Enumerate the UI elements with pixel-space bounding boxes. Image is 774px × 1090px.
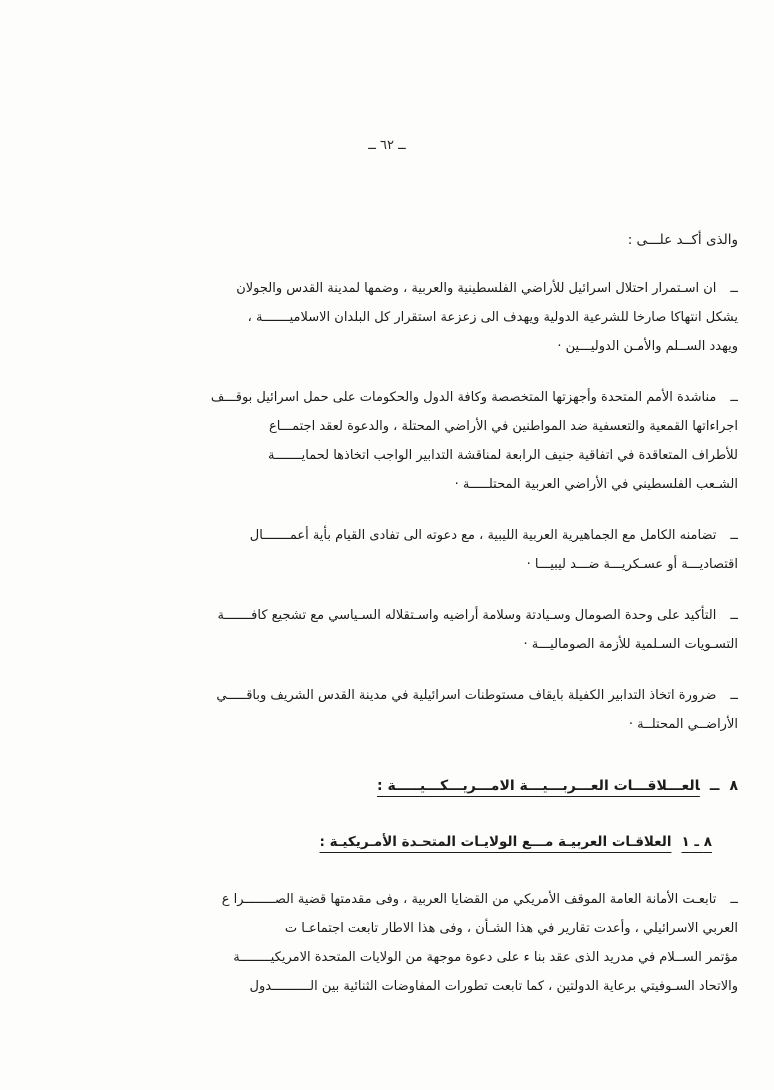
section-number: ٨ [729, 778, 738, 794]
item-line: العربي الاسرائيلي ، وأعدت تقارير في هذا الشـأن ، وفى هذا الاطار تابعت اجتماعـا ت [284, 921, 738, 936]
dash-bullet: ــ [730, 688, 738, 703]
dash-bullet: ــ [730, 390, 738, 405]
item-line: التسـويات السـلمية للأزمة الصوماليـــة · [523, 637, 738, 652]
section-title: العـــلاقـــات العـــربـــيـــة الامـــريـــكـــيـــــة : [377, 778, 700, 794]
item-line: ان اسـتمرار احتلال اسرائيل للأراضي الفلسطينية والعربية ، وضمها لمدينة القدس والجولان [236, 281, 717, 296]
page-content [32, 228, 738, 1001]
dash-bullet: ــ [730, 281, 738, 296]
item-line: ويهدد الســلم والأمـن الدوليـــين · [557, 339, 738, 354]
list-item [32, 681, 738, 739]
closing-item [32, 885, 738, 1001]
subsection-heading [32, 829, 712, 855]
item-line: الشـعب الفلسطيني في الأراضي العربية المحتلـــــة · [454, 477, 738, 492]
item-line: الأراضــي المحتلــة · [628, 717, 738, 732]
intro-line: والذى أكــد علـــى : [627, 232, 738, 248]
list-item [32, 383, 738, 499]
item-line: مؤتمر الســلام في مدريد الذى عقد بنا ء على دعوة موجهة من الولايات المتحدة الامريكيــــــــة [233, 950, 738, 965]
subsection-title: العلاقـات العربيـة مـــع الولايـات المتحـدة الأمـريكيـة : [319, 834, 672, 850]
item-line: مناشدة الأمم المتحدة وأجهزتها المتخصصة وكافة الدول والحكومات على حمل اسرائيل بوقـــف [210, 390, 717, 405]
section-dash: ــ [709, 778, 720, 794]
list-item [32, 601, 738, 659]
item-line: اجراءاتها القمعية والتعسفية ضد المواطنين في الأراضي المحتلة ، والدعوة لعقد اجتمـــاع [268, 419, 738, 434]
item-line: يشكل انتهاكا صارخا للشرعية الدولية ويهدف الى زعزعة استقرار كل البلدان الاسلاميـــــــة ، [247, 310, 738, 325]
dash-bullet: ــ [730, 528, 738, 543]
page-number: ــ ٦٢ ــ [368, 138, 406, 153]
list-item [32, 274, 738, 361]
item-line: ضرورة اتخاذ التدابير الكفيلة بايقاف مستوطنات اسرائيلية في مدينة القدس الشريف وباقـــــي [216, 688, 717, 703]
item-line: والاتحاد السـوفيتي برعاية الدولتين ، كما تابعت تطورات المفاوضات الثنائية بين الــــــــــدول [249, 979, 738, 994]
section-heading [32, 773, 738, 799]
dash-bullet: ــ [730, 892, 738, 907]
item-line: تابعـت الأمانة العامة الموقف الأمريكي من القضايا العربية ، وفى مقدمتها قضية الصــــــــرا ع [221, 892, 717, 907]
dash-bullet: ــ [730, 608, 738, 623]
item-line: تضامنه الكامل مع الجماهيرية العربية الليبية ، مع دعوته الى تفادى القيام بأية أعمـــــــال [249, 528, 717, 543]
item-line: التأكيد على وحدة الصومال وسـيادتة وسلامة أراضيه واسـتقلاله السـياسي مع تشجيع كافـــــــة [217, 608, 717, 623]
item-line: اقتصاديـــة أو عسـكريـــة ضـــد ليبيـــا · [526, 557, 738, 572]
item-line: للأطراف المتعاقدة في اتفاقية جنيف الرابعة لمناقشة التدابير الواجب اتخاذها لحمايـــــــة [268, 448, 738, 463]
subsection-number: ٨ ـ ١ [681, 834, 712, 850]
list-item [32, 521, 738, 579]
